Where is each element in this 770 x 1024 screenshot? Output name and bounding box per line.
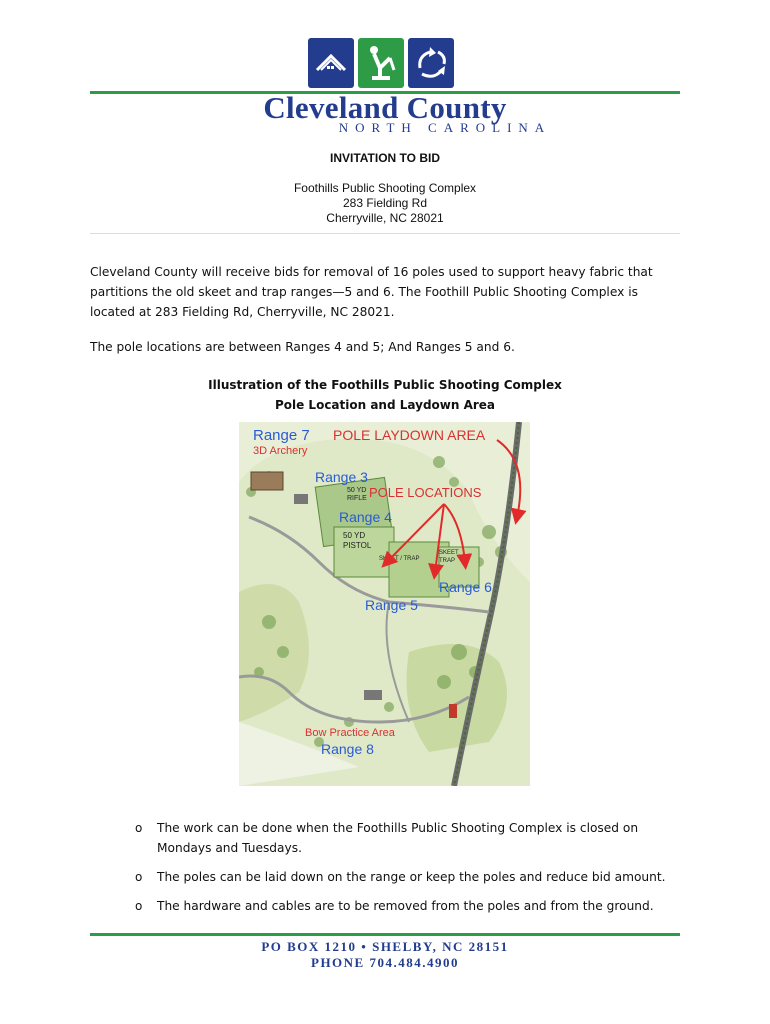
- notice-divider: [90, 233, 680, 234]
- map-label-range5: Range 5: [365, 597, 418, 613]
- map-label-rifle: RIFLE: [347, 495, 367, 502]
- list-item-text: The poles can be laid down on the range or keep the poles and reduce bid amount.: [157, 870, 666, 884]
- house-roof-icon: [308, 38, 354, 88]
- address-line-1: Foothills Public Shooting Complex: [293, 181, 477, 195]
- bullet-marker: o: [135, 821, 143, 835]
- list-item: [135, 896, 695, 916]
- bullet-marker: o: [135, 870, 143, 884]
- requirements-list: [135, 818, 695, 925]
- recycle-arrows-icon: [408, 38, 454, 88]
- map-label-bow-practice: Bow Practice Area: [305, 727, 395, 739]
- bid-description: Cleveland County will receive bids for removal of 16 poles used to support heavy fabric that partitions the old skeet and trap ranges—5 and 6. The Foothill Public Shooting Complex is located at 283 Fielding Rd, Cherryville, NC 28021.: [90, 265, 653, 319]
- map-label-rifle-yd: 50 YD: [347, 487, 367, 494]
- illustration-caption-1: Illustration of the Foothills Public Shooting Complex: [208, 378, 562, 392]
- map-label-range8: Range 8: [321, 741, 374, 757]
- county-name: Cleveland County: [263, 90, 507, 125]
- map-label-pistol: PISTOL: [343, 541, 372, 550]
- map-label-pistol-yd: 50 YD: [343, 531, 366, 540]
- illustration-caption-2: Pole Location and Laydown Area: [274, 398, 496, 412]
- list-item: [135, 867, 695, 887]
- site-map: [239, 422, 530, 786]
- pole-locations-text: The pole locations are between Ranges 4 and 5; And Ranges 5 and 6.: [90, 340, 515, 354]
- footer-phone: PHONE 704.484.4900: [311, 955, 459, 970]
- address-line-3: Cherryville, NC 28021: [326, 211, 444, 225]
- state-name: NORTH CAROLINA: [338, 120, 552, 135]
- bullet-marker: o: [135, 899, 143, 913]
- map-label-archery: 3D Archery: [253, 445, 308, 457]
- footer-rule: [90, 933, 680, 936]
- map-label-range7: Range 7: [253, 427, 310, 444]
- footer-address: PO BOX 1210 • SHELBY, NC 28151: [261, 939, 509, 954]
- map-label-laydown: POLE LAYDOWN AREA: [333, 427, 486, 443]
- county-logo: [308, 38, 454, 88]
- list-item: [135, 818, 695, 858]
- robot-arm-icon: [358, 38, 404, 88]
- map-label-skeet: SKEET: [439, 550, 459, 556]
- map-label-range6: Range 6: [439, 579, 492, 595]
- notice-title: INVITATION TO BID: [330, 151, 440, 165]
- list-item-text: The work can be done when the Foothills Public Shooting Complex is closed on Mondays and Tuesdays.: [157, 821, 639, 855]
- address-line-2: 283 Fielding Rd: [342, 196, 428, 210]
- map-label-range4: Range 4: [339, 509, 392, 525]
- map-label-pole-locations: POLE LOCATIONS: [369, 485, 482, 500]
- map-label-trap: TRAP: [439, 558, 456, 564]
- map-label-skeet-trap: SKEET / TRAP: [379, 556, 420, 562]
- map-label-range3: Range 3: [315, 469, 368, 485]
- list-item-text: The hardware and cables are to be removed from the poles and from the ground.: [157, 899, 654, 913]
